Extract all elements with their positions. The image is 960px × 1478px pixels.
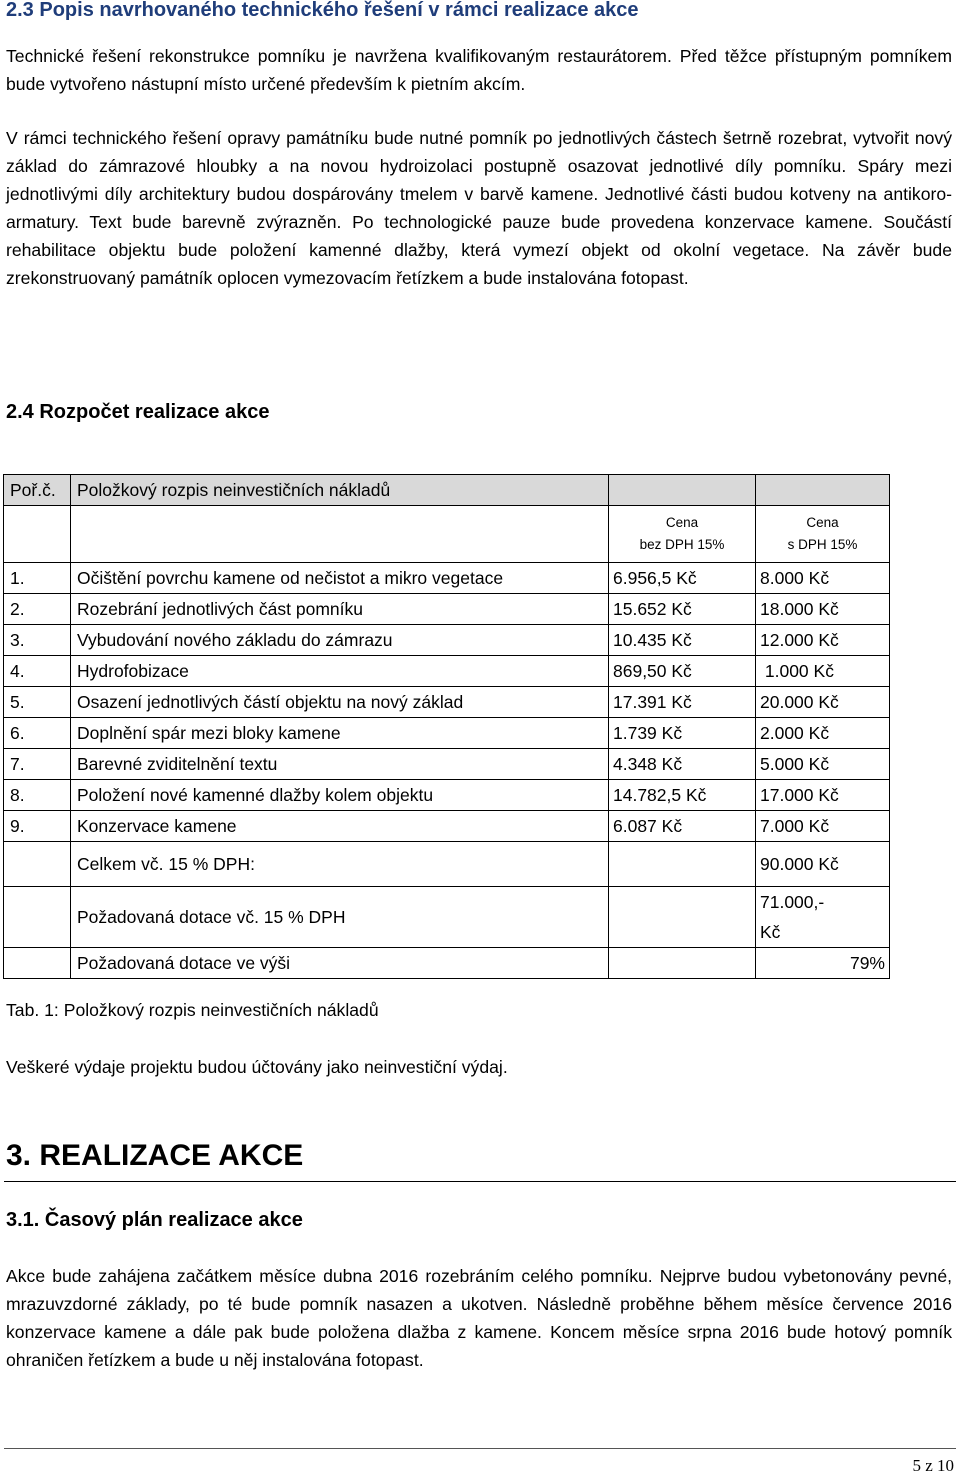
total-empty [609,842,756,887]
section-heading-3: 3. REALIZACE AKCE [6,1139,304,1172]
row-item: Osazení jednotlivých částí objektu na nový základ [71,687,609,718]
row-price-ex-vat: 4.348 Kč [609,749,756,780]
header-empty [609,475,756,506]
header-empty [756,475,890,506]
table-row [4,625,890,656]
table-row [4,656,890,687]
row-item: Vybudování nového základu do zámrazu [71,625,609,656]
row-price-inc-vat: 2.000 Kč [756,718,890,749]
subsidy-empty [609,887,756,948]
budget-table [3,474,890,979]
row-price-inc-vat: 1.000 Kč [756,656,890,687]
subsidy-empty [4,887,71,948]
subsidy-label: Požadovaná dotace vč. 15 % DPH [71,887,609,948]
row-number: 4. [4,656,71,687]
subsidy-pct-empty [609,948,756,979]
row-price-ex-vat: 15.652 Kč [609,594,756,625]
row-number: 6. [4,718,71,749]
subsidy-pct-empty [4,948,71,979]
row-price-inc-vat: 20.000 Kč [756,687,890,718]
row-price-ex-vat: 10.435 Kč [609,625,756,656]
section-heading-2-3: 2.3 Popis navrhovaného technického řešení v rámci realizace akce [6,0,639,21]
subsidy-pct-value: 79% [756,948,890,979]
expense-note: Veškeré výdaje projektu budou účtovány jako neinvestiční výdaj. [6,1057,508,1077]
total-value: 90.000 Kč [756,842,890,887]
row-number: 2. [4,594,71,625]
table-row [4,687,890,718]
header-price-ex-vat [609,506,756,563]
total-row [4,842,890,887]
header-price-label: Cena [665,515,699,530]
section-heading-3-1: 3.1. Časový plán realizace akce [6,1209,303,1231]
subsidy-pct-label: Požadovaná dotace ve výši [71,948,609,979]
table-subheader-row [4,506,890,563]
row-price-inc-vat: 18.000 Kč [756,594,890,625]
row-item: Očištění povrchu kamene od nečistot a mikro vegetace [71,563,609,594]
row-price-ex-vat: 1.739 Kč [609,718,756,749]
row-price-inc-vat: 5.000 Kč [756,749,890,780]
table-header-row [4,475,890,506]
table-row [4,594,890,625]
subsidy-currency: Kč [760,922,781,942]
subsidy-percent-row [4,948,890,979]
header-price-vat-note: bez DPH 15% [639,537,725,552]
budget-rows [4,563,890,842]
subsidy-amount: 71.000,- [760,892,825,912]
row-number: 1. [4,563,71,594]
table-row [4,811,890,842]
table-row [4,563,890,594]
row-item: Hydrofobizace [71,656,609,687]
row-item: Rozebrání jednotlivých část pomníku [71,594,609,625]
row-price-inc-vat: 17.000 Kč [756,780,890,811]
row-item: Doplnění spár mezi bloky kamene [71,718,609,749]
total-empty [4,842,71,887]
subsidy-value [756,887,890,948]
row-price-inc-vat: 12.000 Kč [756,625,890,656]
row-price-ex-vat: 14.782,5 Kč [609,780,756,811]
row-number: 3. [4,625,71,656]
subheader-empty [4,506,71,563]
header-price-label: Cena [806,515,839,530]
section-heading-2-4: 2.4 Rozpočet realizace akce [6,401,270,423]
row-price-inc-vat: 8.000 Kč [756,563,890,594]
header-item: Položkový rozpis neinvestičních nákladů [71,475,609,506]
total-label: Celkem vč. 15 % DPH: [71,842,609,887]
subsidy-row [4,887,890,948]
row-price-ex-vat: 869,50 Kč [609,656,756,687]
table-row [4,718,890,749]
table-row [4,780,890,811]
row-price-ex-vat: 6.087 Kč [609,811,756,842]
table-caption: Tab. 1: Položkový rozpis neinvestičních nákladů [6,1000,379,1020]
header-number: Poř.č. [4,475,71,506]
heading-divider [4,1181,956,1182]
row-price-ex-vat: 17.391 Kč [609,687,756,718]
header-price-vat-note: s DPH 15% [787,537,858,552]
header-price-inc-vat [756,506,890,563]
paragraph-technical-intro: Technické řešení rekonstrukce pomníku je navržena kvalifikovaným restaurátorem. Před těžce přístupným pomníkem bude vytvořeno nástupní místo určené především k pietním akcím. [6,46,952,94]
table-row [4,749,890,780]
page-number: 5 z 10 [912,1456,954,1475]
row-item: Položení nové kamenné dlažby kolem objektu [71,780,609,811]
row-item: Konzervace kamene [71,811,609,842]
row-number: 8. [4,780,71,811]
row-number: 7. [4,749,71,780]
row-number: 5. [4,687,71,718]
row-item: Barevné zviditelnění textu [71,749,609,780]
paragraph-technical-details: V rámci technického řešení opravy památníku bude nutné pomník po jednotlivých částech šetrně rozebrat, vytvořit nový základ do zámrazové hloubky a na novou hydroizolaci postupně osazovat jednotlivé díly pomníku. Spáry mezi jednotlivými díly architektury budou dospárovány tmelem v barvě kamene. Jednotlivé části budou kotveny na antikoro-armatury. Text bude barevně zvýrazněn. Po technologické pauze bude provedena konzervace kamene. Součástí rehabilitace objektu bude položení kamenné dlažby, která vymezí objekt od okolní vegetace. Na závěr bude zrekonstruovaný památník oplocen vymezovacím řetízkem a bude instalována fotopast. [6,128,952,288]
row-price-ex-vat: 6.956,5 Kč [609,563,756,594]
paragraph-timeline: Akce bude zahájena začátkem měsíce dubna 2016 rozebráním celého pomníku. Nejprve budou vybetonovány pevné, mrazuvzdorné základy, po té bude pomník nasazen a ukotven. Následně proběhne během měsíce července 2016 konzervace kamene a dále pak bude položena dlažba z kamene. Koncem měsíce srpna 2016 bude hotový pomník ohraničen řetízkem a bude u něj instalována fotopast. [6,1266,952,1370]
row-number: 9. [4,811,71,842]
subheader-empty [71,506,609,563]
row-price-inc-vat: 7.000 Kč [756,811,890,842]
footer-divider [4,1448,956,1449]
